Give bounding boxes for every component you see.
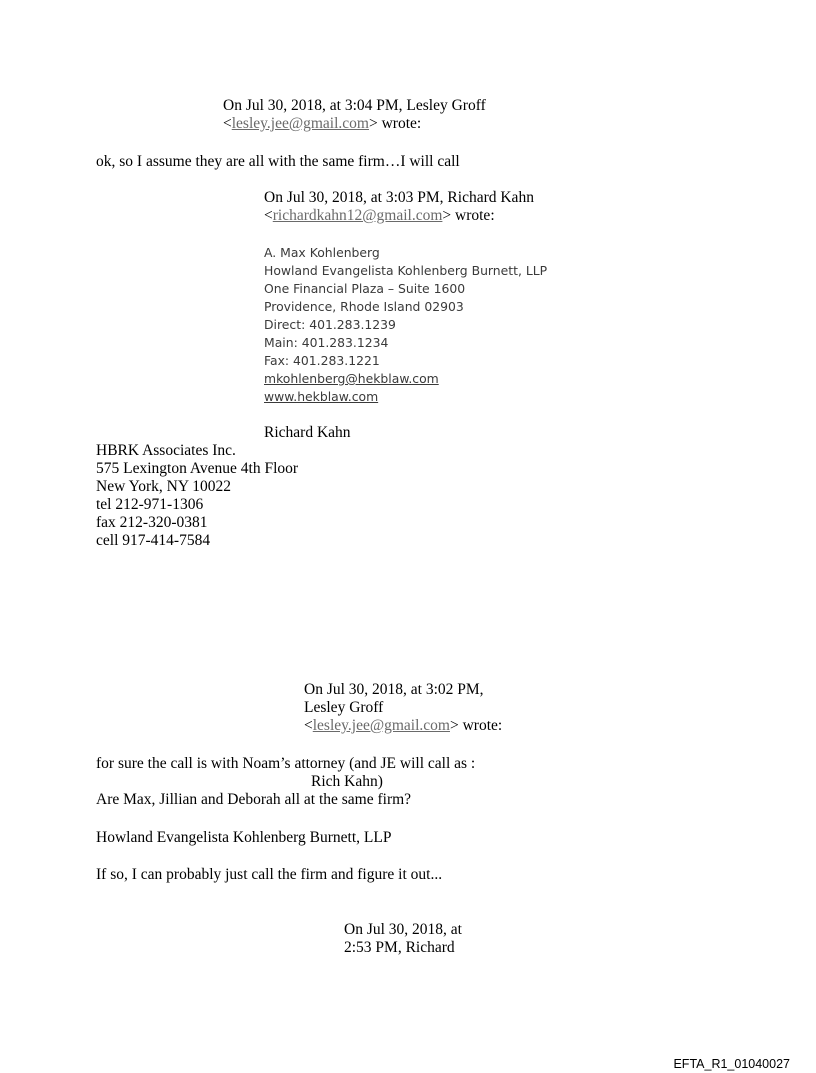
message-paragraph-2-line-3: Are Max, Jillian and Deborah all at the same firm? [96, 791, 412, 808]
contact-website-link[interactable]: www.hekblaw.com [264, 389, 379, 404]
contact-address-line-1: One Financial Plaza – Suite 1600 [264, 281, 466, 296]
reply-header-3-date: On Jul 30, 2018, at 3:02 PM, [304, 681, 484, 698]
contact-name: A. Max Kohlenberg [264, 245, 380, 260]
reply-header-1-email-line: <lesley.jee@gmail.com> wrote: [223, 115, 422, 132]
document-id: EFTA_R1_01040027 [673, 1057, 790, 1071]
sender-email-link[interactable]: lesley.jee@gmail.com [231, 115, 369, 132]
message-paragraph-2-line-2: Rich Kahn) [311, 773, 383, 790]
reply-header-4-date: On Jul 30, 2018, at [344, 921, 462, 938]
reply-header-3-sender: Lesley Groff [304, 699, 384, 716]
reply-header-2-date-sender: On Jul 30, 2018, at 3:03 PM, Richard Kahn [264, 189, 534, 206]
signature-fax: fax 212-320-0381 [96, 514, 208, 531]
sender-email-link[interactable]: richardkahn12@gmail.com [272, 207, 443, 224]
signature-name: Richard Kahn [264, 424, 351, 441]
contact-main-phone: Main: 401.283.1234 [264, 335, 389, 350]
reply-header-3-email-line: <lesley.jee@gmail.com> wrote: [304, 717, 503, 734]
message-closing: If so, I can probably just call the firm and figure it out... [96, 866, 443, 883]
signature-block [96, 442, 298, 550]
contact-email-link[interactable]: mkohlenberg@hekblaw.com [264, 371, 439, 386]
contact-card [264, 244, 547, 406]
reply-header-1-date-sender: On Jul 30, 2018, at 3:04 PM, Lesley Groff [223, 97, 486, 114]
signature-city: New York, NY 10022 [96, 478, 232, 495]
sender-email-link[interactable]: lesley.jee@gmail.com [312, 717, 450, 734]
signature-street: 575 Lexington Avenue 4th Floor [96, 460, 299, 477]
contact-fax: Fax: 401.283.1221 [264, 353, 380, 368]
message-firm-name: Howland Evangelista Kohlenberg Burnett, LLP [96, 829, 392, 846]
reply-header-4 [344, 921, 462, 957]
message-paragraph-1: ok, so I assume they are all with the same firm…I will call [96, 153, 460, 170]
signature-tel: tel 212-971-1306 [96, 496, 204, 513]
reply-header-4-time-sender: 2:53 PM, Richard [344, 939, 455, 956]
message-paragraph-2-line-1: for sure the call is with Noam’s attorney (and JE will call as : [96, 755, 476, 772]
reply-header-1 [223, 97, 486, 133]
signature-company: HBRK Associates Inc. [96, 442, 236, 459]
contact-address-line-2: Providence, Rhode Island 02903 [264, 299, 464, 314]
reply-header-3 [304, 681, 502, 735]
signature-cell: cell 917-414-7584 [96, 532, 211, 549]
contact-firm: Howland Evangelista Kohlenberg Burnett, LLP [264, 263, 548, 278]
reply-header-2-email-line: <richardkahn12@gmail.com> wrote: [264, 207, 495, 224]
contact-direct-phone: Direct: 401.283.1239 [264, 317, 396, 332]
reply-header-2 [264, 189, 534, 225]
